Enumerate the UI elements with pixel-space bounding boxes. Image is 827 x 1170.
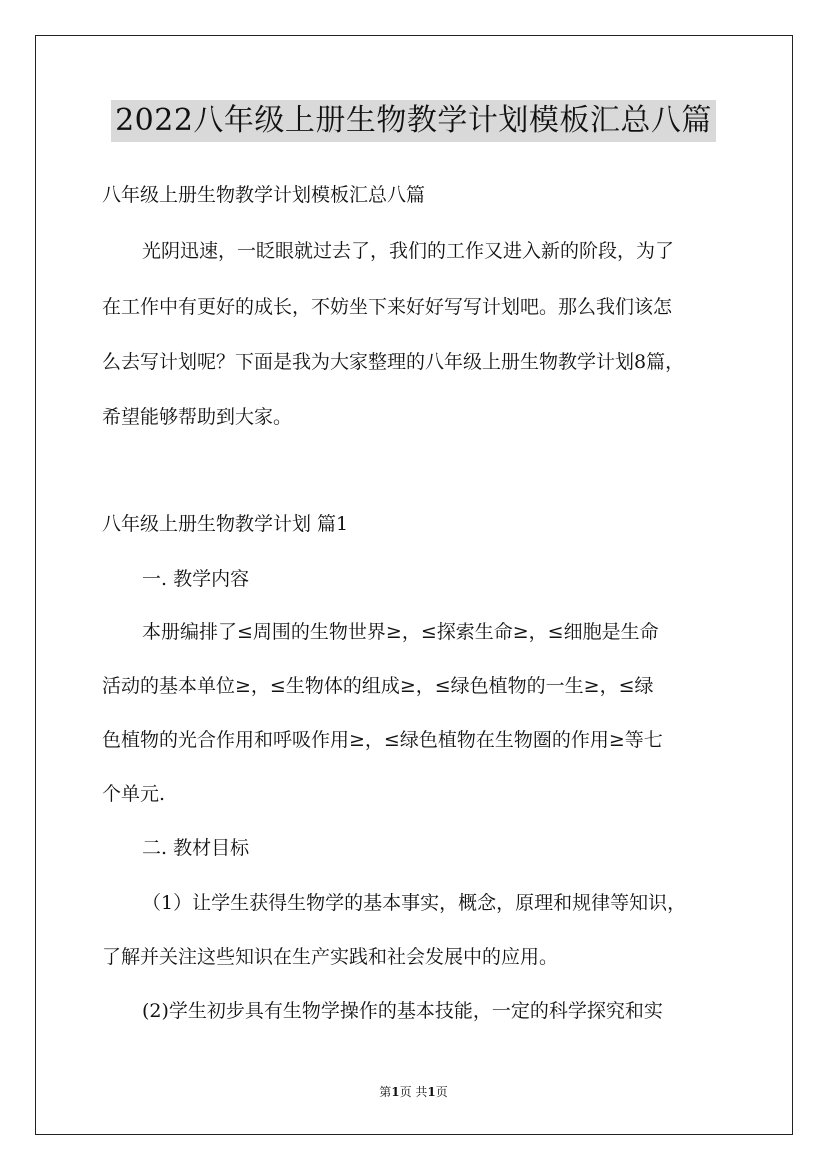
title-container	[0, 100, 827, 142]
subtitle: 八年级上册生物教学计划模板汇总八篇	[102, 184, 426, 206]
footer-total-pages: 1	[427, 1085, 436, 1099]
page-footer	[0, 1083, 827, 1100]
part2-heading: 二. 教材目标	[142, 837, 250, 859]
part1-line: 活动的基本单位≥，≤生物体的组成≥，≤绿色植物的一生≥，≤绿	[102, 675, 654, 697]
goal2-line: (2)学生初步具有生物学操作的基本技能，一定的科学探究和实	[142, 1000, 663, 1022]
goal1-line: 了解并关注这些知识在生产实践和社会发展中的应用。	[102, 946, 559, 968]
intro-line: 光阴迅速，一眨眼就过去了，我们的工作又进入新的阶段，为了	[142, 240, 675, 262]
part1-line: 本册编排了≤周围的生物世界≥，≤探索生命≥，≤细胞是生命	[142, 621, 659, 643]
part1-heading: 一. 教学内容	[142, 568, 250, 590]
footer-page-prefix: 第	[379, 1085, 392, 1099]
part1-line: 个单元.	[102, 783, 166, 805]
footer-page-suffix: 页 共	[399, 1085, 428, 1099]
intro-line: 希望能够帮助到大家。	[102, 406, 293, 428]
intro-line: 在工作中有更好的成长，不妨坐下来好好写写计划吧。那么我们该怎	[102, 296, 673, 318]
intro-line: 么去写计划呢？下面是我为大家整理的八年级上册生物教学计划8篇，	[102, 351, 685, 373]
part1-line: 色植物的光合作用和呼吸作用≥，≤绿色植物在生物圈的作用≥等七	[102, 729, 663, 751]
footer-total-suffix: 页	[435, 1085, 448, 1099]
document-title: 2022八年级上册生物教学计划模板汇总八篇	[111, 100, 716, 142]
footer-page-number: 1	[391, 1085, 400, 1099]
section-heading: 八年级上册生物教学计划 篇1	[102, 513, 349, 535]
goal1-line: （1）让学生获得生物学的基本事实，概念，原理和规律等知识，	[142, 892, 687, 914]
